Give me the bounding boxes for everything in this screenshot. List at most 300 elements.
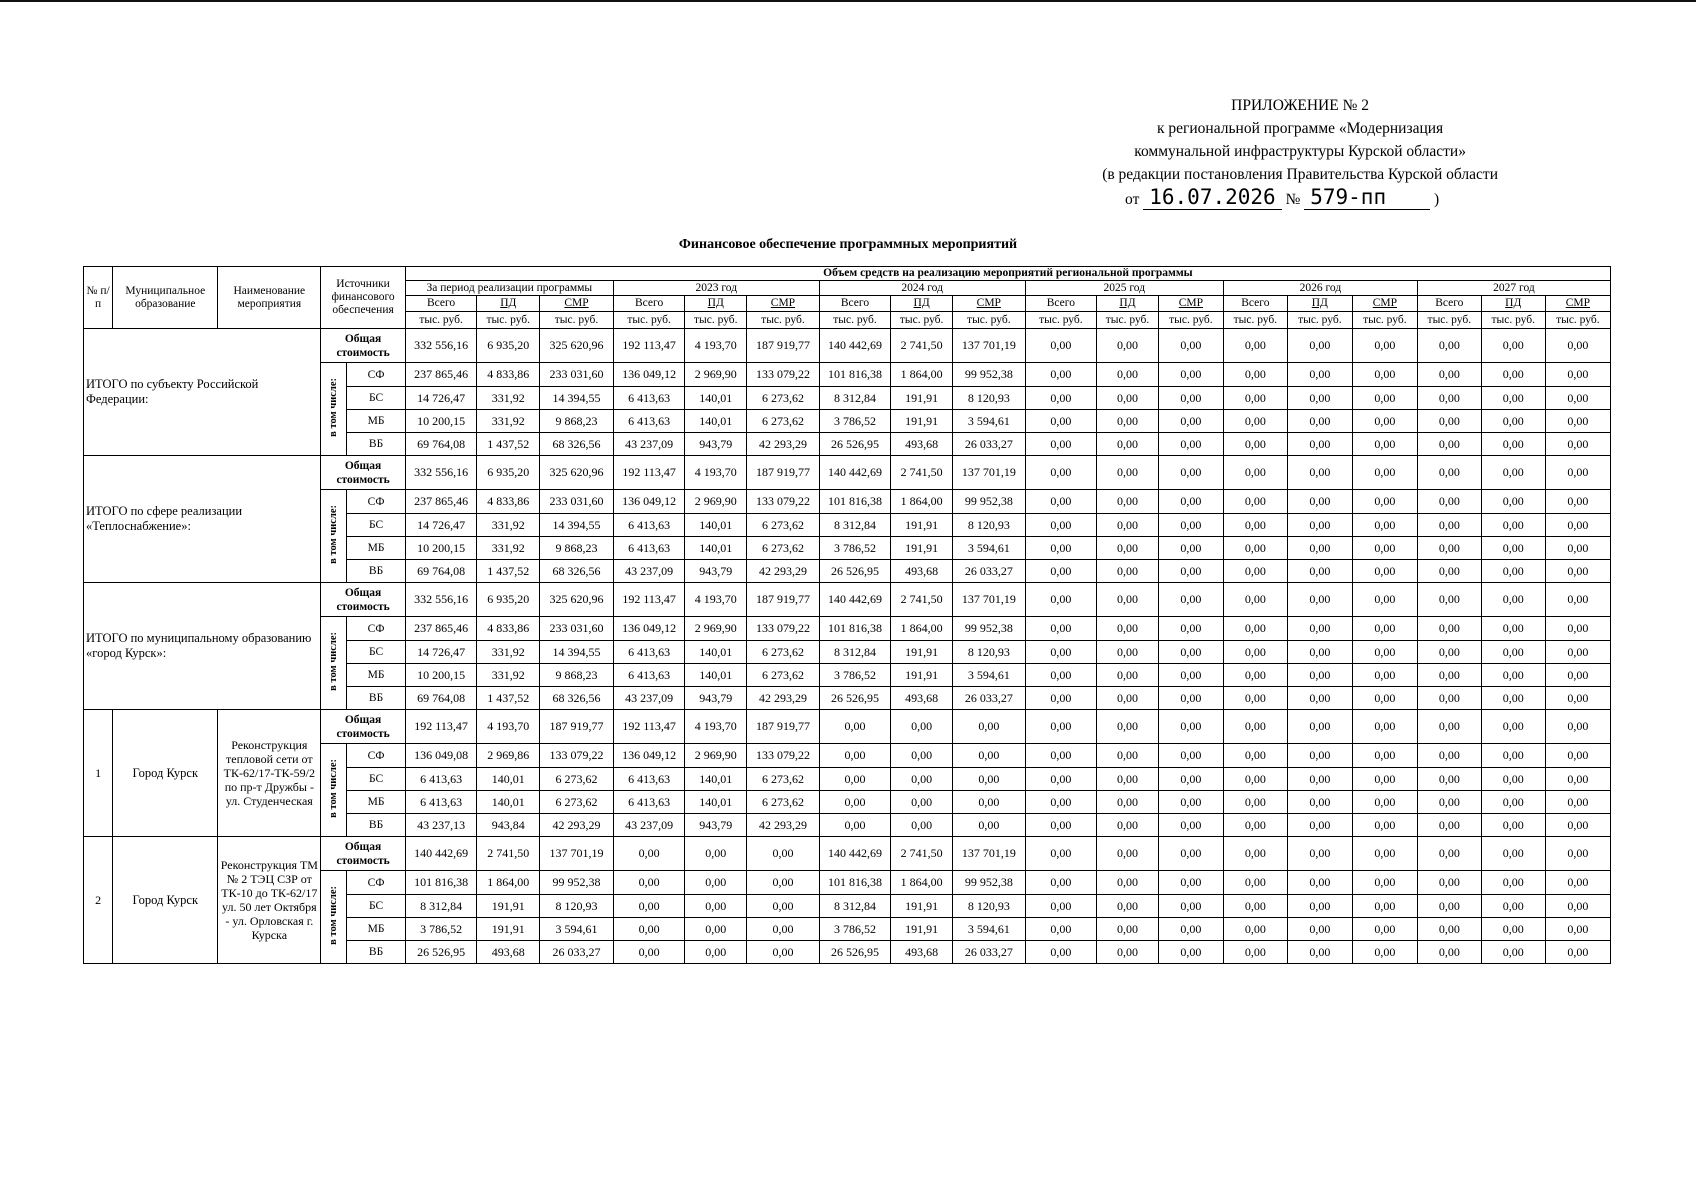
unit-header: тыс. руб. xyxy=(891,312,953,329)
value-cell: 8 312,84 xyxy=(819,387,891,410)
value-cell: 0,00 xyxy=(1481,387,1545,410)
unit-header: тыс. руб. xyxy=(477,312,540,329)
value-cell: 0,00 xyxy=(1097,329,1159,363)
value-cell: 493,68 xyxy=(891,560,953,583)
value-cell: 0,00 xyxy=(1287,514,1352,537)
value-cell: 26 526,95 xyxy=(819,687,891,710)
subcol-header: Всего xyxy=(819,296,891,312)
value-cell: 0,00 xyxy=(1287,537,1352,560)
value-cell: 0,00 xyxy=(1158,387,1223,410)
value-cell: 6 273,62 xyxy=(747,410,820,433)
value-cell: 69 764,08 xyxy=(405,433,477,456)
value-cell: 0,00 xyxy=(819,768,891,791)
value-cell: 0,00 xyxy=(1481,433,1545,456)
value-cell: 26 033,27 xyxy=(953,560,1026,583)
value-cell: 136 049,12 xyxy=(613,490,685,514)
value-cell: 0,00 xyxy=(1158,768,1223,791)
value-cell: 8 312,84 xyxy=(819,641,891,664)
value-cell: 0,00 xyxy=(1025,514,1097,537)
period-header: 2027 год xyxy=(1417,281,1610,296)
value-cell: 0,00 xyxy=(1417,791,1481,814)
value-cell: 0,00 xyxy=(1287,664,1352,687)
value-cell: 14 726,47 xyxy=(405,387,477,410)
value-cell: 26 033,27 xyxy=(953,433,1026,456)
value-cell: 0,00 xyxy=(891,744,953,768)
appendix-line-3: коммунальной инфраструктуры Курской области» xyxy=(1134,143,1466,160)
value-cell: 0,00 xyxy=(1352,433,1417,456)
value-cell: 0,00 xyxy=(1481,583,1545,617)
value-cell: 0,00 xyxy=(1158,329,1223,363)
value-cell: 0,00 xyxy=(1097,941,1159,964)
value-cell: 6 413,63 xyxy=(613,387,685,410)
value-cell: 0,00 xyxy=(1545,768,1610,791)
value-cell: 0,00 xyxy=(1158,744,1223,768)
value-cell: 0,00 xyxy=(1097,641,1159,664)
value-cell: 3 594,61 xyxy=(953,537,1026,560)
value-cell: 6 413,63 xyxy=(613,641,685,664)
col-num-header: № п/п xyxy=(84,267,113,329)
closing-paren: ) xyxy=(1433,191,1440,208)
value-cell: 0,00 xyxy=(1097,583,1159,617)
value-cell: 0,00 xyxy=(1158,514,1223,537)
value-cell: 192 113,47 xyxy=(613,583,685,617)
value-cell: 0,00 xyxy=(1545,710,1610,744)
value-cell: 0,00 xyxy=(1025,744,1097,768)
value-cell: 0,00 xyxy=(1481,363,1545,387)
unit-header: тыс. руб. xyxy=(613,312,685,329)
value-cell: 0,00 xyxy=(1287,560,1352,583)
source-name: СФ xyxy=(347,617,406,641)
value-cell: 0,00 xyxy=(1417,456,1481,490)
value-cell: 101 816,38 xyxy=(405,871,477,895)
source-name: СФ xyxy=(347,871,406,895)
value-cell: 332 556,16 xyxy=(405,456,477,490)
value-cell: 26 033,27 xyxy=(953,941,1026,964)
subcol-header: Всего xyxy=(1417,296,1481,312)
value-cell: 191,91 xyxy=(477,918,540,941)
date-prefix: от xyxy=(1125,191,1140,208)
value-cell: 0,00 xyxy=(1158,941,1223,964)
value-cell: 0,00 xyxy=(1097,617,1159,641)
value-cell: 133 079,22 xyxy=(747,617,820,641)
value-cell: 3 786,52 xyxy=(819,537,891,560)
value-cell: 0,00 xyxy=(1158,410,1223,433)
value-cell: 0,00 xyxy=(613,918,685,941)
value-cell: 0,00 xyxy=(1025,617,1097,641)
value-cell: 8 312,84 xyxy=(819,895,891,918)
value-cell: 0,00 xyxy=(1097,433,1159,456)
value-cell: 136 049,12 xyxy=(613,363,685,387)
value-cell: 0,00 xyxy=(1417,837,1481,871)
source-name: ВБ xyxy=(347,433,406,456)
value-cell: 26 526,95 xyxy=(819,941,891,964)
financing-table xyxy=(83,266,1611,964)
value-cell: 68 326,56 xyxy=(540,687,614,710)
value-cell: 0,00 xyxy=(1352,641,1417,664)
value-cell: 191,91 xyxy=(891,387,953,410)
value-cell: 6 273,62 xyxy=(540,768,614,791)
value-cell: 14 394,55 xyxy=(540,514,614,537)
value-cell: 6 273,62 xyxy=(747,791,820,814)
table-body xyxy=(84,329,1611,964)
value-cell: 4 833,86 xyxy=(477,363,540,387)
total-cost-label: Общая стоимость xyxy=(321,329,406,363)
value-cell: 0,00 xyxy=(1097,363,1159,387)
value-cell: 0,00 xyxy=(747,941,820,964)
value-cell: 0,00 xyxy=(1417,433,1481,456)
value-cell: 0,00 xyxy=(1481,768,1545,791)
value-cell: 0,00 xyxy=(1417,744,1481,768)
value-cell: 0,00 xyxy=(1545,387,1610,410)
value-cell: 0,00 xyxy=(1352,560,1417,583)
value-cell: 8 120,93 xyxy=(953,895,1026,918)
value-cell: 0,00 xyxy=(1545,490,1610,514)
value-cell: 0,00 xyxy=(1417,560,1481,583)
value-cell: 133 079,22 xyxy=(747,490,820,514)
appendix-line-1: ПРИЛОЖЕНИЕ № 2 xyxy=(1231,97,1369,114)
value-cell: 0,00 xyxy=(1097,837,1159,871)
value-cell: 8 120,93 xyxy=(540,895,614,918)
total-cost-row xyxy=(84,456,1611,490)
subcol-header: Всего xyxy=(613,296,685,312)
period-header: 2023 год xyxy=(613,281,819,296)
value-cell: 133 079,22 xyxy=(747,363,820,387)
unit-header: тыс. руб. xyxy=(540,312,614,329)
value-cell: 0,00 xyxy=(1481,918,1545,941)
project-number: 2 xyxy=(84,837,113,964)
period-header: 2024 год xyxy=(819,281,1025,296)
value-cell: 140,01 xyxy=(685,768,747,791)
value-cell: 0,00 xyxy=(953,768,1026,791)
value-cell: 0,00 xyxy=(1287,941,1352,964)
value-cell: 0,00 xyxy=(1025,410,1097,433)
value-cell: 140,01 xyxy=(685,387,747,410)
value-cell: 0,00 xyxy=(1223,814,1287,837)
value-cell: 0,00 xyxy=(1352,837,1417,871)
value-cell: 0,00 xyxy=(1223,837,1287,871)
unit-header: тыс. руб. xyxy=(747,312,820,329)
total-cost-row xyxy=(84,583,1611,617)
value-cell: 0,00 xyxy=(1352,744,1417,768)
value-cell: 0,00 xyxy=(1287,687,1352,710)
value-cell: 0,00 xyxy=(1097,560,1159,583)
municipality-name: Город Курск xyxy=(113,837,218,964)
value-cell: 0,00 xyxy=(1158,363,1223,387)
value-cell: 0,00 xyxy=(1287,744,1352,768)
value-cell: 4 193,70 xyxy=(477,710,540,744)
value-cell: 0,00 xyxy=(1545,687,1610,710)
value-cell: 0,00 xyxy=(1025,387,1097,410)
value-cell: 1 437,52 xyxy=(477,687,540,710)
value-cell: 1 437,52 xyxy=(477,560,540,583)
unit-header: тыс. руб. xyxy=(953,312,1026,329)
value-cell: 0,00 xyxy=(1481,687,1545,710)
project-number: 1 xyxy=(84,710,113,837)
unit-header: тыс. руб. xyxy=(1481,312,1545,329)
value-cell: 233 031,60 xyxy=(540,617,614,641)
value-cell: 331,92 xyxy=(477,514,540,537)
value-cell: 2 741,50 xyxy=(891,329,953,363)
value-cell: 0,00 xyxy=(1158,791,1223,814)
period-header: 2025 год xyxy=(1025,281,1223,296)
subcol-header: Всего xyxy=(405,296,477,312)
value-cell: 6 273,62 xyxy=(747,537,820,560)
value-cell: 191,91 xyxy=(891,537,953,560)
value-cell: 140,01 xyxy=(685,537,747,560)
value-cell: 0,00 xyxy=(1158,814,1223,837)
value-cell: 137 701,19 xyxy=(540,837,614,871)
subcol-header: ПД xyxy=(891,296,953,312)
value-cell: 0,00 xyxy=(1417,490,1481,514)
value-cell: 0,00 xyxy=(1352,583,1417,617)
value-cell: 2 969,90 xyxy=(685,490,747,514)
group-label: ИТОГО по сфере реализации «Теплоснабжение»: xyxy=(84,456,321,583)
value-cell: 0,00 xyxy=(1545,918,1610,941)
value-cell: 137 701,19 xyxy=(953,329,1026,363)
value-cell: 0,00 xyxy=(1352,617,1417,641)
value-cell: 6 935,20 xyxy=(477,456,540,490)
value-cell: 0,00 xyxy=(1223,456,1287,490)
value-cell: 4 833,86 xyxy=(477,490,540,514)
value-cell: 0,00 xyxy=(1352,768,1417,791)
value-cell: 0,00 xyxy=(1223,941,1287,964)
in-total-label xyxy=(321,363,347,456)
unit-header: тыс. руб. xyxy=(1545,312,1610,329)
value-cell: 0,00 xyxy=(953,791,1026,814)
value-cell: 14 394,55 xyxy=(540,387,614,410)
value-cell: 0,00 xyxy=(1223,583,1287,617)
resolution-date: 16.07.2026 xyxy=(1143,186,1281,210)
in-total-label xyxy=(321,871,347,964)
value-cell: 0,00 xyxy=(1158,871,1223,895)
value-cell: 0,00 xyxy=(1025,941,1097,964)
value-cell: 4 833,86 xyxy=(477,617,540,641)
value-cell: 331,92 xyxy=(477,537,540,560)
value-cell: 0,00 xyxy=(1158,583,1223,617)
period-header: 2026 год xyxy=(1223,281,1417,296)
value-cell: 0,00 xyxy=(1158,456,1223,490)
value-cell: 331,92 xyxy=(477,410,540,433)
value-cell: 0,00 xyxy=(1025,664,1097,687)
value-cell: 0,00 xyxy=(1545,814,1610,837)
value-cell: 0,00 xyxy=(891,814,953,837)
value-cell: 26 526,95 xyxy=(819,560,891,583)
value-cell: 0,00 xyxy=(1025,583,1097,617)
value-cell: 3 786,52 xyxy=(819,410,891,433)
value-cell: 6 413,63 xyxy=(405,768,477,791)
value-cell: 0,00 xyxy=(1481,895,1545,918)
value-cell: 0,00 xyxy=(1097,456,1159,490)
value-cell: 0,00 xyxy=(1158,664,1223,687)
value-cell: 2 741,50 xyxy=(891,456,953,490)
value-cell: 0,00 xyxy=(1352,687,1417,710)
value-cell: 0,00 xyxy=(1097,537,1159,560)
value-cell: 1 864,00 xyxy=(891,871,953,895)
value-cell: 0,00 xyxy=(1481,456,1545,490)
value-cell: 187 919,77 xyxy=(540,710,614,744)
value-cell: 0,00 xyxy=(1158,710,1223,744)
project-event-name: Реконструкция ТМ № 2 ТЭЦ СЗР от ТК-10 до ТК-62/17 ул. 50 лет Октября - ул. Орловская г. Курска xyxy=(218,837,321,964)
value-cell: 0,00 xyxy=(1481,744,1545,768)
value-cell: 0,00 xyxy=(685,895,747,918)
value-cell: 69 764,08 xyxy=(405,687,477,710)
value-cell: 0,00 xyxy=(1025,837,1097,871)
value-cell: 0,00 xyxy=(1025,768,1097,791)
in-total-vertical-text: в том числе: xyxy=(328,631,340,691)
value-cell: 0,00 xyxy=(1352,410,1417,433)
number-prefix: № xyxy=(1285,191,1301,208)
total-cost-label: Общая стоимость xyxy=(321,837,406,871)
value-cell: 0,00 xyxy=(1545,941,1610,964)
value-cell: 99 952,38 xyxy=(953,871,1026,895)
value-cell: 187 919,77 xyxy=(747,456,820,490)
value-cell: 2 969,90 xyxy=(685,617,747,641)
value-cell: 68 326,56 xyxy=(540,433,614,456)
value-cell: 0,00 xyxy=(1287,387,1352,410)
value-cell: 0,00 xyxy=(891,768,953,791)
value-cell: 0,00 xyxy=(747,837,820,871)
document-title: Финансовое обеспечение программных мероприятий xyxy=(678,237,1018,252)
value-cell: 0,00 xyxy=(1352,871,1417,895)
value-cell: 0,00 xyxy=(1417,387,1481,410)
subcol-header: ПД xyxy=(477,296,540,312)
value-cell: 0,00 xyxy=(1158,895,1223,918)
value-cell: 0,00 xyxy=(1352,664,1417,687)
col-volume-header: Объем средств на реализацию мероприятий региональной программы xyxy=(405,267,1610,281)
value-cell: 0,00 xyxy=(1417,583,1481,617)
value-cell: 6 935,20 xyxy=(477,583,540,617)
value-cell: 0,00 xyxy=(819,814,891,837)
source-name: БС xyxy=(347,895,406,918)
value-cell: 0,00 xyxy=(1097,768,1159,791)
value-cell: 0,00 xyxy=(1545,537,1610,560)
value-cell: 0,00 xyxy=(1481,871,1545,895)
value-cell: 0,00 xyxy=(1097,687,1159,710)
value-cell: 0,00 xyxy=(1223,687,1287,710)
value-cell: 1 864,00 xyxy=(891,490,953,514)
value-cell: 332 556,16 xyxy=(405,329,477,363)
value-cell: 14 726,47 xyxy=(405,514,477,537)
in-total-label xyxy=(321,490,347,583)
subcol-header: ПД xyxy=(685,296,747,312)
value-cell: 101 816,38 xyxy=(819,617,891,641)
value-cell: 0,00 xyxy=(1097,410,1159,433)
value-cell: 0,00 xyxy=(1352,456,1417,490)
value-cell: 0,00 xyxy=(1025,918,1097,941)
value-cell: 2 741,50 xyxy=(891,583,953,617)
value-cell: 0,00 xyxy=(1223,560,1287,583)
value-cell: 192 113,47 xyxy=(613,456,685,490)
value-cell: 0,00 xyxy=(685,941,747,964)
value-cell: 0,00 xyxy=(1417,687,1481,710)
value-cell: 0,00 xyxy=(819,791,891,814)
value-cell: 0,00 xyxy=(1223,387,1287,410)
value-cell: 101 816,38 xyxy=(819,363,891,387)
value-cell: 43 237,13 xyxy=(405,814,477,837)
value-cell: 187 919,77 xyxy=(747,583,820,617)
value-cell: 0,00 xyxy=(1025,433,1097,456)
value-cell: 2 969,86 xyxy=(477,744,540,768)
value-cell: 0,00 xyxy=(747,918,820,941)
value-cell: 0,00 xyxy=(1481,791,1545,814)
value-cell: 0,00 xyxy=(1223,410,1287,433)
value-cell: 0,00 xyxy=(1097,490,1159,514)
value-cell: 0,00 xyxy=(1545,363,1610,387)
value-cell: 0,00 xyxy=(747,895,820,918)
resolution-date-line xyxy=(1084,186,1480,211)
value-cell: 0,00 xyxy=(1287,617,1352,641)
value-cell: 0,00 xyxy=(1287,641,1352,664)
value-cell: 325 620,96 xyxy=(540,329,614,363)
source-name: СФ xyxy=(347,490,406,514)
value-cell: 99 952,38 xyxy=(953,617,1026,641)
value-cell: 1 437,52 xyxy=(477,433,540,456)
value-cell: 6 413,63 xyxy=(613,537,685,560)
value-cell: 0,00 xyxy=(1287,433,1352,456)
value-cell: 140 442,69 xyxy=(819,329,891,363)
subcol-header: Всего xyxy=(1223,296,1287,312)
value-cell: 0,00 xyxy=(1481,641,1545,664)
value-cell: 42 293,29 xyxy=(540,814,614,837)
value-cell: 0,00 xyxy=(1287,791,1352,814)
value-cell: 3 594,61 xyxy=(953,410,1026,433)
value-cell: 133 079,22 xyxy=(540,744,614,768)
value-cell: 137 701,19 xyxy=(953,456,1026,490)
value-cell: 14 394,55 xyxy=(540,641,614,664)
source-name: МБ xyxy=(347,791,406,814)
value-cell: 6 413,63 xyxy=(613,514,685,537)
value-cell: 140,01 xyxy=(685,641,747,664)
unit-header: тыс. руб. xyxy=(1223,312,1287,329)
value-cell: 140,01 xyxy=(477,791,540,814)
value-cell: 26 526,95 xyxy=(819,433,891,456)
value-cell: 0,00 xyxy=(1287,918,1352,941)
value-cell: 0,00 xyxy=(1481,837,1545,871)
subcol-header: ПД xyxy=(1287,296,1352,312)
value-cell: 237 865,46 xyxy=(405,617,477,641)
source-name: БС xyxy=(347,641,406,664)
value-cell: 0,00 xyxy=(1025,687,1097,710)
value-cell: 331,92 xyxy=(477,387,540,410)
value-cell: 332 556,16 xyxy=(405,583,477,617)
subcol-header: СМР xyxy=(747,296,820,312)
subcol-header: ПД xyxy=(1481,296,1545,312)
subcol-header: СМР xyxy=(1158,296,1223,312)
source-name: ВБ xyxy=(347,814,406,837)
value-cell: 0,00 xyxy=(747,871,820,895)
value-cell: 0,00 xyxy=(1481,537,1545,560)
in-total-vertical-text: в том числе: xyxy=(328,504,340,564)
unit-header: тыс. руб. xyxy=(1352,312,1417,329)
in-total-label xyxy=(321,617,347,710)
value-cell: 43 237,09 xyxy=(613,433,685,456)
source-name: БС xyxy=(347,387,406,410)
value-cell: 6 273,62 xyxy=(747,641,820,664)
value-cell: 2 969,90 xyxy=(685,744,747,768)
value-cell: 6 935,20 xyxy=(477,329,540,363)
value-cell: 0,00 xyxy=(1025,560,1097,583)
value-cell: 0,00 xyxy=(685,837,747,871)
value-cell: 1 864,00 xyxy=(891,363,953,387)
value-cell: 0,00 xyxy=(1545,583,1610,617)
value-cell: 0,00 xyxy=(1025,871,1097,895)
value-cell: 137 701,19 xyxy=(953,837,1026,871)
value-cell: 0,00 xyxy=(1352,791,1417,814)
source-name: СФ xyxy=(347,744,406,768)
unit-header: тыс. руб. xyxy=(1158,312,1223,329)
value-cell: 191,91 xyxy=(891,918,953,941)
subcol-header: СМР xyxy=(540,296,614,312)
